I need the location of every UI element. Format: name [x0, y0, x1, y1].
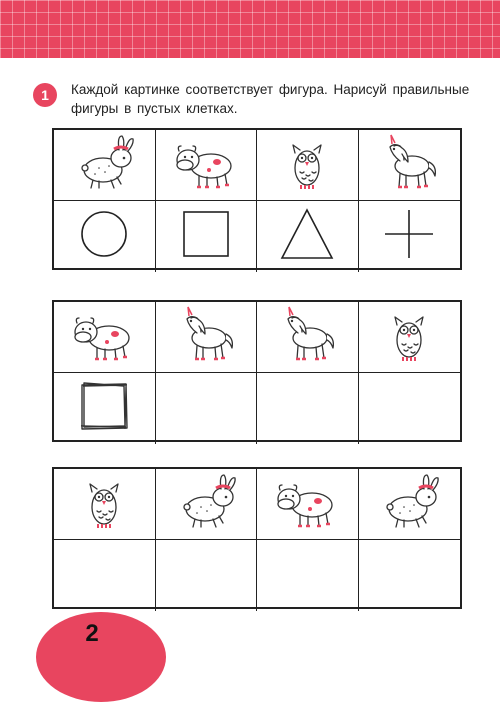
matching-grid-2	[52, 300, 462, 442]
shape-cell	[359, 201, 461, 272]
shape-cell	[54, 373, 156, 444]
animal-cell	[156, 130, 258, 201]
unicorn-icon	[171, 306, 241, 369]
animal-cell	[359, 130, 461, 201]
matching-grid-3	[52, 467, 462, 609]
empty-shape-cell[interactable]	[156, 373, 258, 444]
animal-cell	[257, 469, 359, 540]
empty-shape-cell[interactable]	[359, 540, 461, 611]
task-instruction: Каждой картинке соответствует фигура. Нарисуй правильные фигуры в пустых клетках.	[71, 82, 470, 116]
animal-cell	[359, 302, 461, 373]
owl-icon	[69, 473, 139, 536]
triangle-shape	[277, 204, 337, 269]
empty-shape-cell[interactable]	[359, 373, 461, 444]
animal-cell	[156, 302, 258, 373]
matching-grid-1	[52, 128, 462, 270]
task-number-badge: 1	[33, 83, 57, 107]
empty-shape-cell[interactable]	[257, 373, 359, 444]
animal-cell	[359, 469, 461, 540]
empty-shape-cell[interactable]	[156, 540, 258, 611]
circle-shape	[74, 204, 134, 269]
animal-cell	[54, 469, 156, 540]
animal-cell	[257, 302, 359, 373]
animal-cell	[54, 130, 156, 201]
shape-cell	[54, 201, 156, 272]
rabbit-icon	[374, 473, 444, 536]
square-shape	[176, 204, 236, 269]
rabbit-icon	[171, 473, 241, 536]
unicorn-icon	[272, 306, 342, 369]
page-number: 2	[85, 620, 99, 647]
shape-cell	[257, 201, 359, 272]
unicorn-icon	[374, 134, 444, 197]
animal-cell	[54, 302, 156, 373]
owl-icon	[374, 306, 444, 369]
cow-icon	[69, 306, 139, 369]
hand-drawn-square-shape	[74, 376, 134, 441]
plus-shape	[379, 204, 439, 269]
cow-icon	[171, 134, 241, 197]
owl-icon	[272, 134, 342, 197]
empty-shape-cell[interactable]	[54, 540, 156, 611]
header-decorative-band	[0, 0, 500, 58]
empty-shape-cell[interactable]	[257, 540, 359, 611]
shape-cell	[156, 201, 258, 272]
animal-cell	[257, 130, 359, 201]
animal-cell	[156, 469, 258, 540]
cow-icon	[272, 473, 342, 536]
rabbit-icon	[69, 134, 139, 197]
